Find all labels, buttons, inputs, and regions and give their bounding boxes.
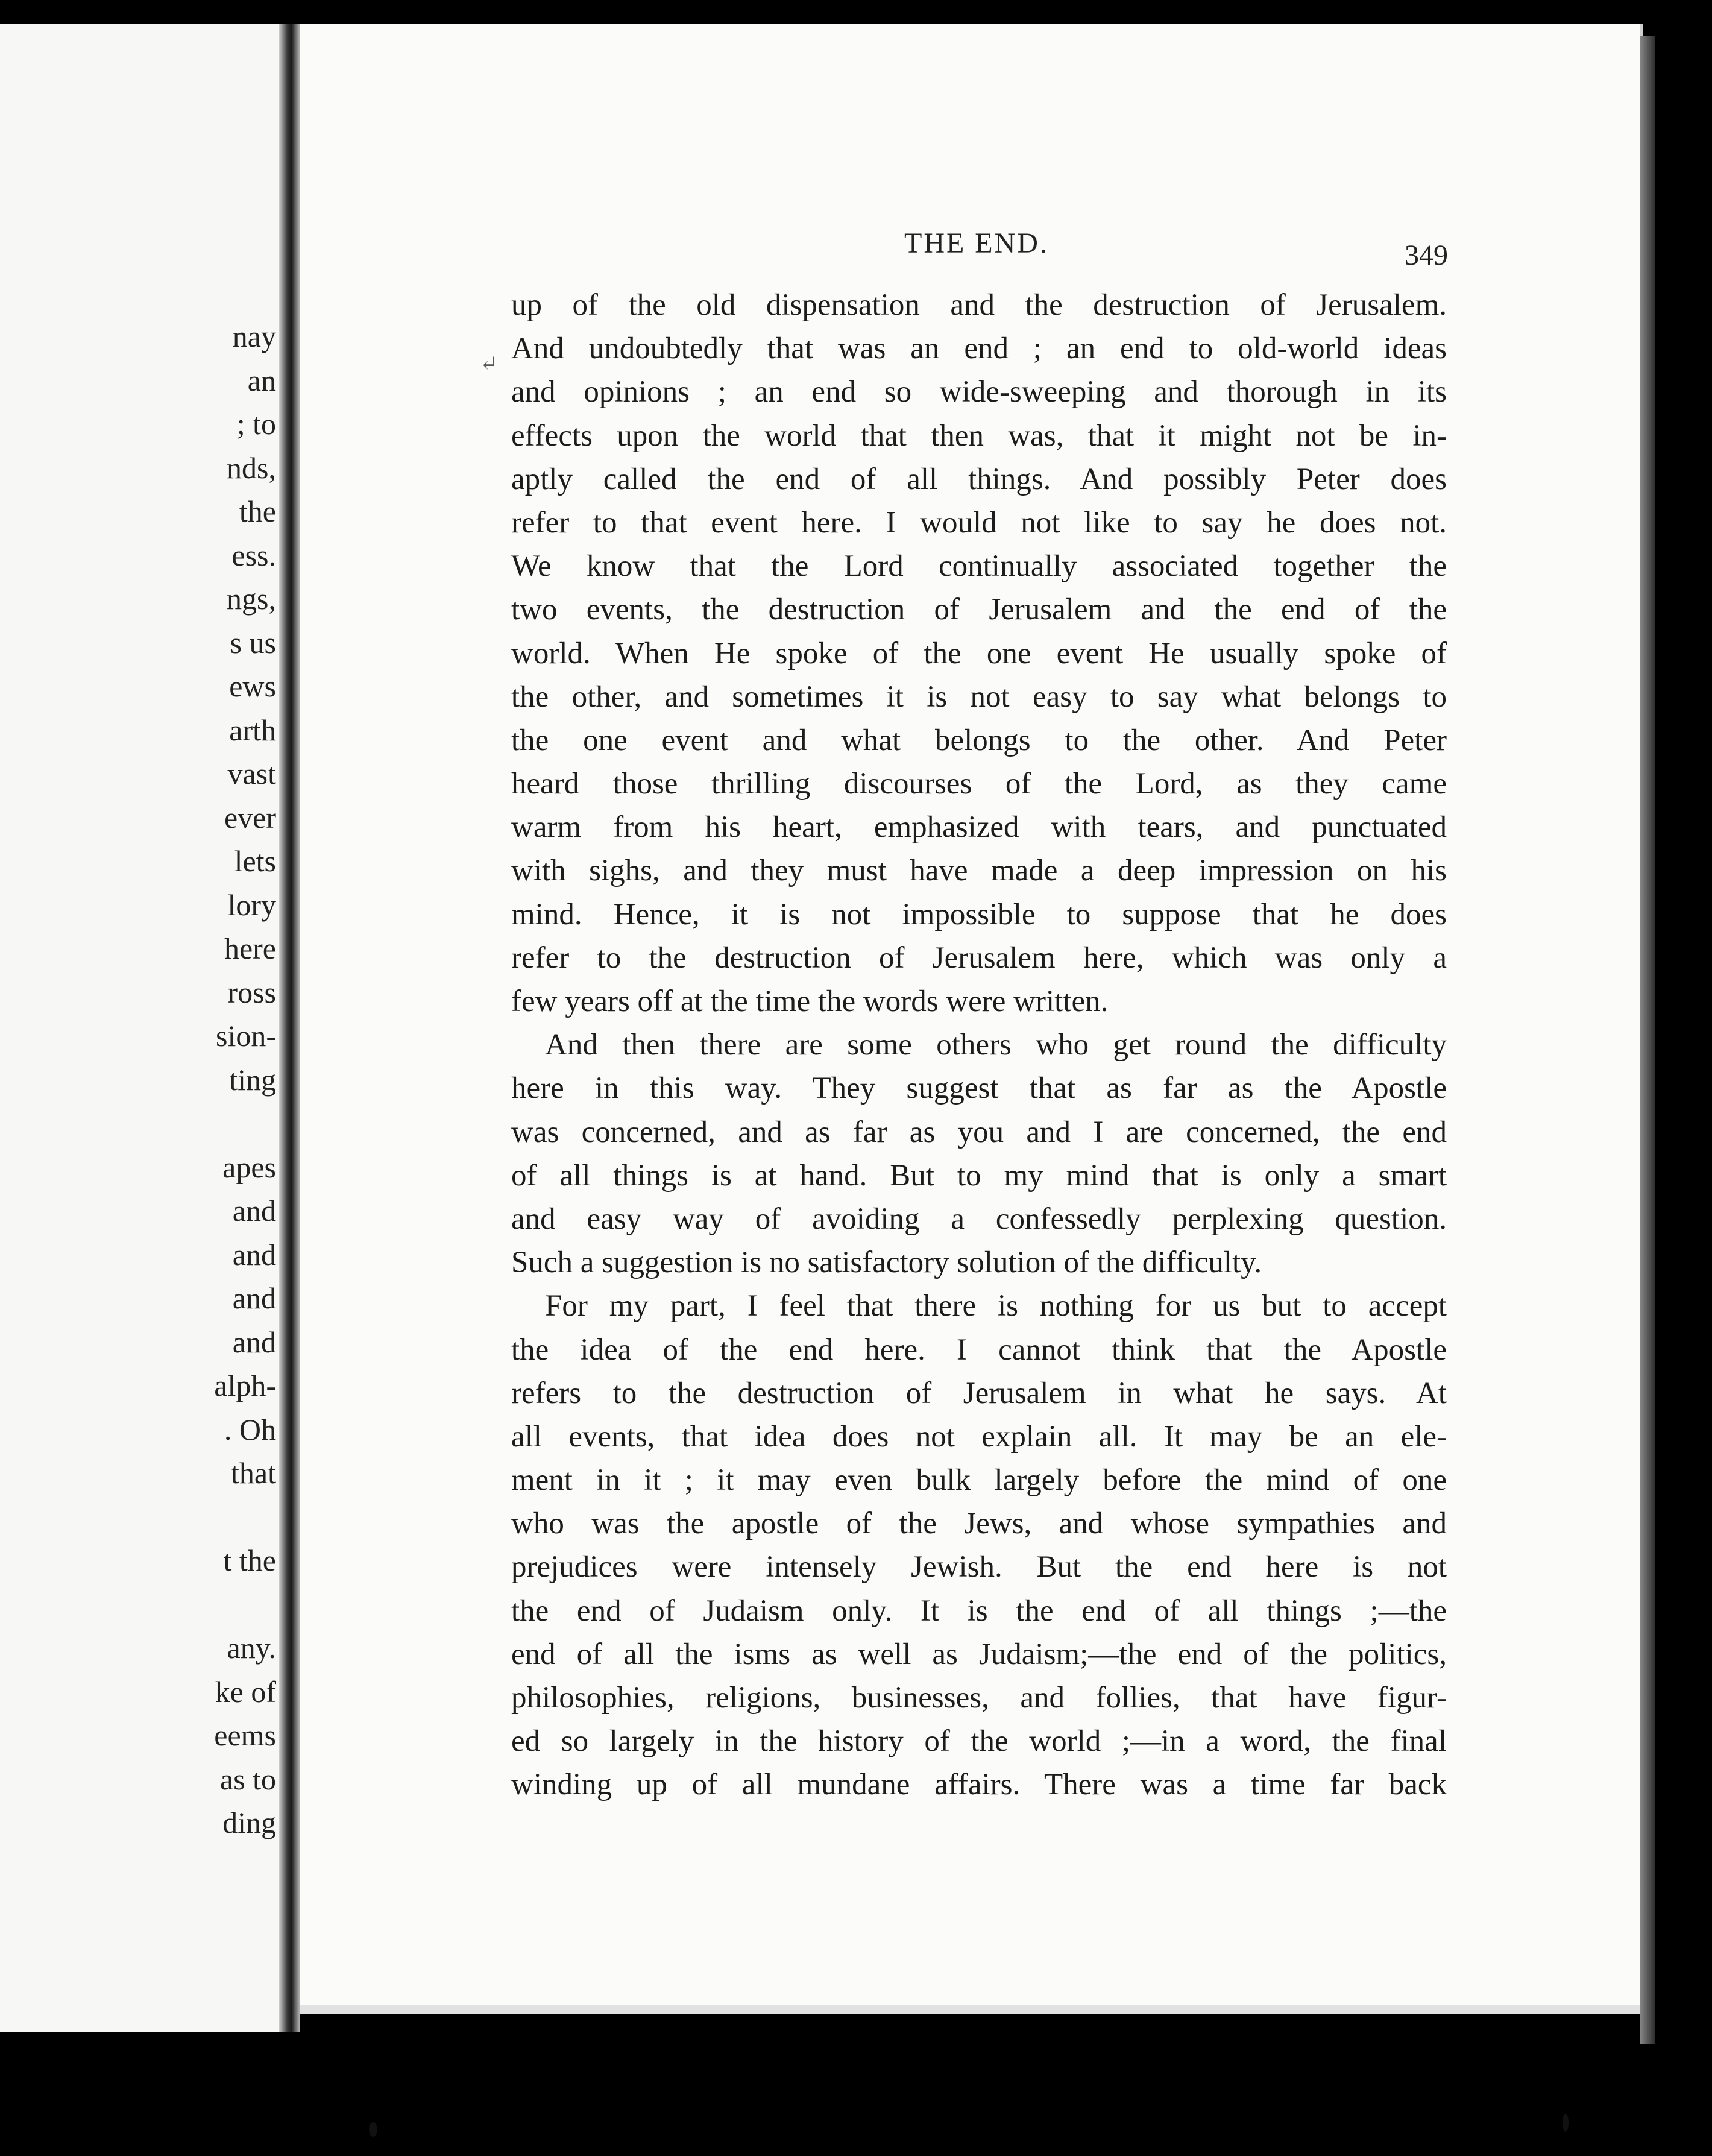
book-gutter [279, 24, 300, 2032]
text-fragment: the [239, 494, 276, 528]
text-fragment: sion- [216, 1019, 276, 1053]
previous-page-text-fragments [214, 315, 276, 1845]
text-line: refer to that event here. I would not like to say he does not. [511, 505, 1447, 540]
text-line: the one event and what belongs to the other. And Peter [511, 723, 1447, 757]
text-fragment: ding [222, 1806, 276, 1839]
text-fragment: lets [234, 844, 276, 878]
text-line: ment in it ; it may even bulk largely before the mind of one [511, 1463, 1447, 1498]
page-edge-shadow [1640, 36, 1655, 2044]
text-fragment: and [232, 1281, 276, 1315]
text-line: end of all the isms as well as Judaism;—the end of the politics, [511, 1637, 1447, 1671]
text-fragment [214, 1102, 276, 1146]
text-line: philosophies, religions, businesses, and follies, that have figur- [511, 1681, 1447, 1715]
text-fragment: that [231, 1456, 276, 1490]
text-line: winding up of all mundane affairs. There was a time far back [511, 1768, 1447, 1802]
text-fragment: ews [229, 669, 276, 703]
text-line: here in this way. They suggest that as far as the Apostle [511, 1071, 1447, 1106]
text-fragment [214, 1583, 276, 1627]
text-fragment: lory [227, 887, 276, 922]
text-fragment: and [232, 1325, 276, 1359]
text-fragment [214, 1495, 276, 1539]
body-text [511, 283, 1447, 1807]
text-line: ed so largely in the history of the world ;—in a word, the final [511, 1724, 1447, 1759]
text-line: world. When He spoke of the one event He usually spoke of [511, 636, 1447, 670]
text-line: the idea of the end here. I cannot think that the Apostle [511, 1332, 1447, 1367]
text-line: And undoubtedly that was an end ; an end to old-world ideas [511, 332, 1447, 366]
text-fragment: ke of [215, 1674, 276, 1709]
text-line: and easy way of avoiding a confessedly perplexing question. [511, 1202, 1447, 1236]
text-line: refer to the destruction of Jerusalem here, which was only a [511, 941, 1447, 975]
text-fragment: ess. [231, 538, 276, 572]
text-fragment: and [232, 1194, 276, 1228]
text-fragment: vast [227, 757, 276, 790]
text-fragment: arth [229, 713, 276, 747]
text-line: effects upon the world that then was, that it might not be in- [511, 418, 1447, 453]
text-line: two events, the destruction of Jerusalem and the end of the [511, 593, 1447, 627]
scan-speck [369, 2122, 377, 2137]
text-fragment: nds, [227, 450, 276, 485]
text-line: up of the old dispensation and the destruction of Jerusalem. [511, 288, 1447, 322]
text-line: refers to the destruction of Jerusalem in what he says. At [511, 1376, 1447, 1410]
text-fragment: here [224, 931, 276, 965]
text-line: heard those thrilling discourses of the Lord, as they came [511, 767, 1447, 801]
text-fragment: s us [230, 625, 276, 660]
text-line: prejudices were intensely Jewish. But the end here is not [511, 1550, 1447, 1584]
text-line: mind. Hence, it is not impossible to suppose that he does [511, 897, 1447, 931]
text-line: And then there are some others who get round the difficulty [545, 1028, 1447, 1062]
text-line: and opinions ; an end so wide-sweeping and thorough in its [511, 375, 1447, 409]
text-fragment: nay [232, 320, 276, 353]
text-line: was concerned, and as far as you and I are concerned, the end [511, 1115, 1447, 1149]
text-fragment: t the [223, 1543, 276, 1577]
text-line: For my part, I feel that there is nothing for us but to accept [545, 1289, 1447, 1323]
text-fragment: ngs, [227, 582, 276, 616]
text-line: warm from his heart, emphasized with tears, and punctuated [511, 810, 1447, 845]
scan-speck [1563, 2114, 1569, 2132]
text-fragment: alph- [214, 1369, 276, 1402]
text-line: few years off at the time the words were written. [511, 985, 1109, 1018]
running-head: THE END. [904, 227, 1049, 259]
text-line: who was the apostle of the Jews, and whose sympathies and [511, 1507, 1447, 1541]
text-line: aptly called the end of all things. And possibly Peter does [511, 462, 1447, 496]
text-line: We know that the Lord continually associated together the [511, 549, 1447, 584]
text-fragment: ting [229, 1062, 276, 1097]
text-fragment: ross [227, 975, 276, 1009]
text-fragment: ever [224, 800, 276, 834]
text-line: of all things is at hand. But to my mind that is only a smart [511, 1158, 1447, 1193]
text-fragment: an [247, 363, 276, 397]
margin-mark: ↵ [480, 351, 499, 376]
text-line: all events, that idea does not explain all. It may be an ele- [511, 1419, 1447, 1454]
text-fragment: as to [219, 1762, 276, 1796]
text-line: Such a suggestion is no satisfactory solution of the difficulty. [511, 1246, 1262, 1280]
text-fragment: ; to [236, 407, 276, 441]
text-line: with sighs, and they must have made a deep impression on his [511, 854, 1447, 888]
text-fragment: eems [214, 1718, 276, 1752]
text-fragment: apes [222, 1150, 276, 1184]
text-line: the end of Judaism only. It is the end of all things ;—the [511, 1593, 1447, 1628]
page-number: 349 [1405, 239, 1448, 271]
text-fragment: any. [227, 1631, 276, 1665]
text-fragment: . Oh [224, 1412, 276, 1446]
text-fragment: and [232, 1237, 276, 1272]
previous-page [0, 24, 282, 2032]
text-line: the other, and sometimes it is not easy to say what belongs to [511, 679, 1447, 714]
